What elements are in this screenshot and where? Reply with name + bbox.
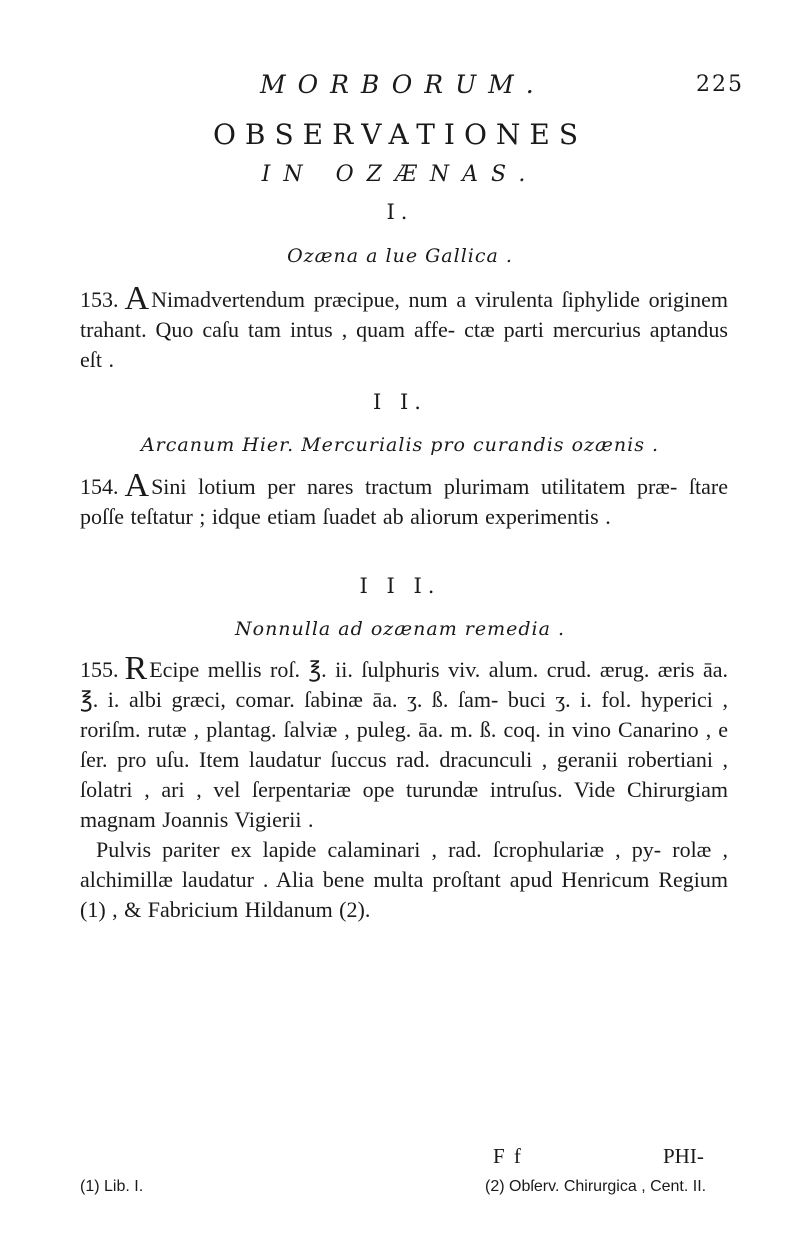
drop-cap: A <box>124 467 150 504</box>
section-number-2: I I. <box>373 390 427 414</box>
section-number-1: I. <box>386 200 414 224</box>
page-number: 225 <box>696 72 744 97</box>
paragraph-text: Sini lotium per nares tractum plurimam utilitatem præ- ſtare poſſe teſtatur ; idque etiam ſuadet ab aliorum experimentis . <box>80 474 728 529</box>
section-heading-3: Nonnulla ad ozænam remedia . <box>235 618 565 640</box>
paragraph-text: Nimadvertendum præcipue, num a virulenta ſiphylide originem trahant. Quo caſu tam intus , quam affe- ctæ parti mercurius aptandus eſt . <box>80 287 728 372</box>
signature-mark: F f <box>493 1144 523 1168</box>
footnote-1: (1) Lib. I. <box>80 1178 144 1195</box>
running-head: MORBORUM. <box>260 70 546 99</box>
drop-cap: A <box>124 280 150 317</box>
paragraph-text: Ecipe mellis roſ. ℥. ii. ſulphuris viv. alum. crud. ærug. æris āa. ℥. i. albi græci, comar. ſabinæ āa. ʒ. ß. ſam- buci ʒ. i. fol. hyperici , roriſm. rutæ , plantag. ſalviæ , puleg. āa. m. ß. coq. in vino Canarino , e ſer. pro uſu. Item laudatur ſuccus rad. dracunculi , geranii robertiani , ſolatri , ari , vel ſerpentariæ ope turundæ intruſus. Vide Chirurgiam magnam Joannis Vigierii . <box>80 657 728 832</box>
catchword: PHI- <box>663 1144 704 1168</box>
footnote-2: (2) Obſerv. Chirurgica , Cent. II. <box>485 1178 707 1195</box>
page-subtitle: IN OZÆNAS. <box>261 162 539 187</box>
paragraph-155 <box>80 650 728 925</box>
paragraph-continuation: Pulvis pariter ex lapide calaminari , rad. ſcrophulariæ , py- rolæ , alchimillæ laudatur . Alia bene multa proſtant apud Henricum Regium (1) , & Fabricium Hildanum (2). <box>80 837 728 922</box>
paragraph-153 <box>80 280 728 375</box>
paragraph-number: 154. <box>80 474 119 499</box>
paragraph-number: 153. <box>80 287 119 312</box>
paragraph-number: 155. <box>80 657 119 682</box>
section-heading-2: Arcanum Hier. Mercurialis pro curandis ozænis . <box>140 434 660 456</box>
section-heading-1: Ozæna a lue Gallica . <box>287 245 513 267</box>
paragraph-154 <box>80 467 728 532</box>
drop-cap: R <box>124 650 148 687</box>
section-number-3: I I I. <box>359 574 441 598</box>
page-title: OBSERVATIONES <box>212 118 588 151</box>
